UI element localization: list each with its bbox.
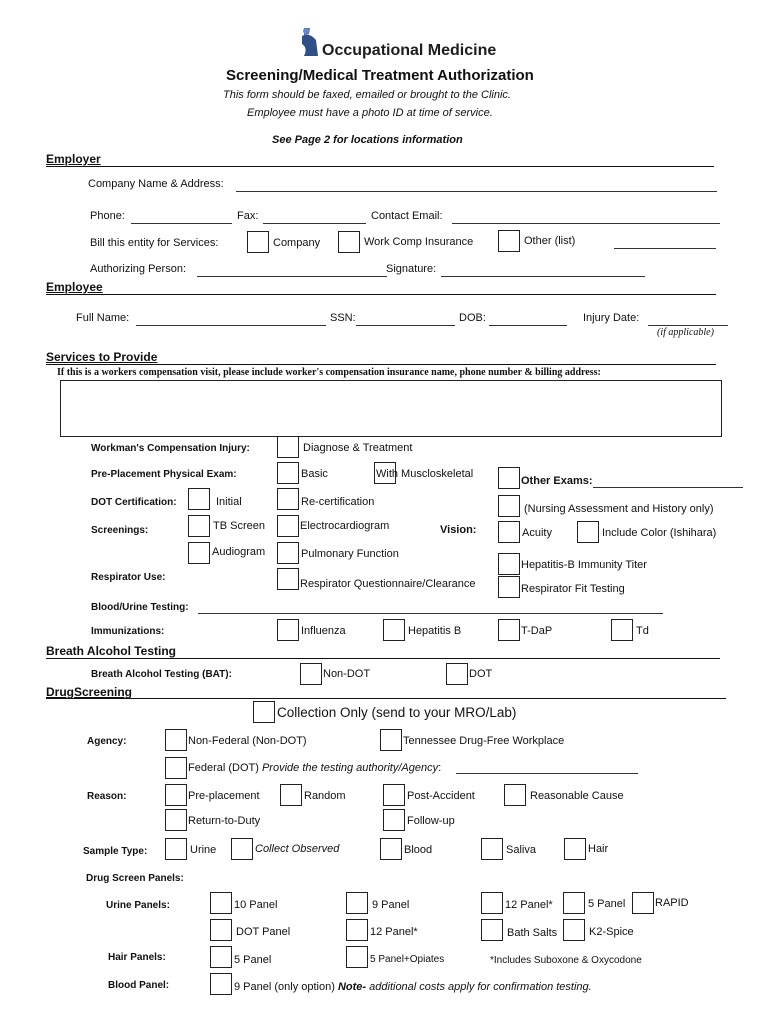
influenza-label: Influenza	[301, 625, 346, 637]
bill-label: Bill this entity for Services:	[90, 237, 219, 249]
ekg-checkbox[interactable]	[277, 515, 299, 537]
p9-label: 9 Panel	[372, 899, 410, 911]
resp-fit-label: Respirator Fit Testing	[521, 583, 625, 595]
pre-placement-reason-label: Pre-placement	[188, 790, 260, 802]
screenings-label: Screenings:	[91, 525, 149, 536]
fax-label: Fax:	[237, 210, 259, 222]
tb-checkbox[interactable]	[188, 515, 210, 537]
p10-checkbox[interactable]	[210, 892, 232, 914]
federal-colon: :	[438, 762, 442, 774]
h5op-label: 5 Panel+Opiates	[370, 954, 445, 965]
urine-panels-label: Urine Panels:	[106, 900, 170, 911]
td-checkbox[interactable]	[611, 619, 633, 641]
bill-wc-checkbox[interactable]	[338, 231, 360, 253]
other-exams-checkbox[interactable]	[498, 467, 520, 489]
p9-checkbox[interactable]	[346, 892, 368, 914]
urine-label: Urine	[190, 844, 217, 856]
bath-salts-checkbox[interactable]	[481, 919, 503, 941]
pulmonary-checkbox[interactable]	[277, 542, 299, 564]
full-name-field[interactable]	[136, 325, 326, 326]
blood-panel-label: Blood Panel:	[108, 980, 170, 991]
tdap-checkbox[interactable]	[498, 619, 520, 641]
td-label: Td	[636, 625, 649, 637]
other-exams-label: Other Exams:	[521, 475, 593, 487]
instructions-line-2: Employee must have a photo ID at time of service.	[247, 107, 493, 119]
email-label: Contact Email:	[371, 210, 443, 222]
locations-note: See Page 2 for locations information	[272, 134, 463, 146]
bat-dot-label: DOT	[469, 668, 493, 680]
influenza-checkbox[interactable]	[277, 619, 299, 641]
dot-initial-label: Initial	[216, 496, 242, 508]
authorizing-label: Authorizing Person:	[90, 263, 186, 275]
phone-field[interactable]	[131, 223, 232, 224]
employee-heading: Employee	[46, 280, 103, 294]
nursing-label: (Nursing Assessment and History only)	[524, 503, 714, 515]
signature-label: Signature:	[386, 263, 437, 275]
dot-cert-label: DOT Certification:	[91, 497, 177, 508]
ssn-label: SSN:	[330, 312, 356, 324]
breath-heading: Breath Alcohol Testing	[46, 644, 177, 658]
company-field[interactable]	[236, 191, 717, 192]
reasonable-cause-label: Reasonable Cause	[530, 790, 624, 802]
random-checkbox[interactable]	[280, 784, 302, 806]
nursing-checkbox[interactable]	[498, 495, 520, 517]
diagnose-label: Diagnose & Treatment	[303, 442, 413, 454]
follow-up-label: Follow-up	[407, 815, 455, 827]
h5-checkbox[interactable]	[210, 946, 232, 968]
federal-checkbox[interactable]	[165, 757, 187, 779]
federal-agency-field[interactable]	[456, 773, 638, 774]
blood-label: Blood	[404, 844, 433, 856]
post-accident-label: Post-Accident	[407, 790, 475, 802]
immunizations-label: Immunizations:	[91, 626, 165, 637]
brand-name: Occupational Medicine	[322, 42, 497, 59]
acuity-checkbox[interactable]	[498, 521, 520, 543]
bill-other-field[interactable]	[614, 248, 716, 249]
post-accident-checkbox[interactable]	[383, 784, 405, 806]
random-label: Random	[304, 790, 346, 802]
respirator-label: Respirator Use:	[91, 572, 166, 583]
bath-salts-label: Bath Salts	[507, 927, 558, 939]
authorizing-field[interactable]	[197, 276, 387, 277]
hair-panels-label: Hair Panels:	[108, 952, 166, 963]
bat-label: Breath Alcohol Testing (BAT):	[91, 669, 232, 680]
collect-observed-label: Collect Observed	[255, 843, 340, 855]
b9-text: 9 Panel (only option)	[234, 981, 335, 993]
ekg-label: Electrocardiogram	[300, 520, 390, 532]
p12-label: 12 Panel*	[505, 899, 553, 911]
acuity-label: Acuity	[522, 527, 552, 539]
color-checkbox[interactable]	[577, 521, 599, 543]
audiogram-label: Audiogram	[212, 546, 266, 558]
employer-heading: Employer	[46, 152, 101, 166]
b9-checkbox[interactable]	[210, 973, 232, 995]
tennessee-label: Tennessee Drug-Free Workplace	[403, 735, 565, 747]
if-applicable-note: (if applicable)	[657, 327, 714, 338]
dot-panel-label: DOT Panel	[236, 926, 291, 938]
hepb-titer-checkbox[interactable]	[498, 553, 520, 575]
audiogram-checkbox[interactable]	[188, 542, 210, 564]
return-duty-checkbox[interactable]	[165, 809, 187, 831]
bat-non-dot-label: Non-DOT	[323, 668, 371, 680]
basic-label: Basic	[301, 468, 328, 480]
rapid-label: RAPID	[655, 897, 689, 909]
bat-dot-checkbox[interactable]	[446, 663, 468, 685]
full-name-label: Full Name:	[76, 312, 130, 324]
follow-up-checkbox[interactable]	[383, 809, 405, 831]
bill-company-label: Company	[273, 237, 321, 249]
recert-label: Re-certification	[301, 496, 375, 508]
tdap-label: T-DaP	[521, 625, 553, 637]
sample-type-label: Sample Type:	[83, 846, 148, 857]
tennessee-checkbox[interactable]	[380, 729, 402, 751]
recert-checkbox[interactable]	[277, 488, 299, 510]
p5-label: 5 Panel	[588, 898, 626, 910]
wc-note: If this is a workers compensation visit, please include worker's compensation insurance name, phone number & billing address:	[57, 367, 601, 378]
note-text: additional costs apply for confirmation testing.	[369, 981, 592, 993]
resp-q-label: Respirator Questionnaire/Clearance	[300, 578, 476, 590]
non-federal-checkbox[interactable]	[165, 729, 187, 751]
other-exams-field[interactable]	[593, 487, 743, 488]
pre-placement-checkbox[interactable]	[165, 784, 187, 806]
blood-urine-label: Blood/Urine Testing:	[91, 602, 189, 613]
h5-label: 5 Panel	[234, 954, 272, 966]
dot-initial-checkbox[interactable]	[188, 488, 210, 510]
b9-label	[234, 981, 592, 993]
ssn-field[interactable]	[356, 325, 455, 326]
fax-field[interactable]	[263, 223, 366, 224]
drug-heading: DrugScreening	[46, 685, 133, 699]
injury-date-label: Injury Date:	[583, 312, 640, 324]
dob-label: DOB:	[459, 312, 486, 324]
page-title: Screening/Medical Treatment Authorization	[226, 67, 534, 84]
reason-label: Reason:	[87, 791, 127, 802]
saliva-label: Saliva	[506, 844, 536, 856]
resp-q-checkbox[interactable]	[277, 568, 299, 590]
collect-observed-checkbox[interactable]	[231, 838, 253, 860]
signature-field[interactable]	[441, 276, 645, 277]
p12b-label: 12 Panel*	[370, 926, 418, 938]
vision-label: Vision:	[440, 524, 477, 536]
hepatitis-b-label: Hepatitis B	[408, 625, 462, 637]
k2-checkbox[interactable]	[563, 919, 585, 941]
h5op-checkbox[interactable]	[346, 946, 368, 968]
note-label: Note-	[337, 981, 367, 993]
p5-checkbox[interactable]	[563, 892, 585, 914]
pre-placement-label: Pre-Placement Physical Exam:	[91, 469, 237, 480]
drug-panels-label: Drug Screen Panels:	[86, 873, 184, 884]
k2-label: K2-Spice	[589, 926, 634, 938]
wc-info-box[interactable]	[60, 380, 722, 437]
instructions-line-1: This form should be faxed, emailed or brought to the Clinic.	[223, 89, 511, 101]
tb-label: TB Screen	[213, 520, 265, 532]
bill-other-checkbox[interactable]	[498, 230, 520, 252]
dot-panel-checkbox[interactable]	[210, 919, 232, 941]
p12b-checkbox[interactable]	[346, 919, 368, 941]
bill-company-checkbox[interactable]	[247, 231, 269, 253]
federal-label	[188, 762, 441, 774]
non-federal-label: Non-Federal (Non-DOT)	[188, 735, 307, 747]
bill-wc-label: Work Comp Insurance	[364, 236, 474, 248]
collection-only-label: Collection Only (send to your MRO/Lab)	[277, 705, 517, 720]
resp-fit-checkbox[interactable]	[498, 576, 520, 598]
wc-injury-label: Workman's Compensation Injury:	[91, 443, 250, 454]
reasonable-cause-checkbox[interactable]	[504, 784, 526, 806]
federal-note: Provide the testing authority/Agency	[261, 762, 439, 774]
collection-only-checkbox[interactable]	[253, 701, 275, 723]
basic-checkbox[interactable]	[277, 462, 299, 484]
logo-icon	[298, 26, 320, 60]
injury-date-field[interactable]	[648, 325, 728, 326]
company-label: Company Name & Address:	[88, 178, 224, 190]
blood-checkbox[interactable]	[380, 838, 402, 860]
urine-checkbox[interactable]	[165, 838, 187, 860]
email-field[interactable]	[452, 223, 720, 224]
p12-checkbox[interactable]	[481, 892, 503, 914]
bat-non-dot-checkbox[interactable]	[300, 663, 322, 685]
p10-label: 10 Panel	[234, 899, 278, 911]
blood-urine-field[interactable]	[198, 613, 663, 614]
agency-label: Agency:	[87, 736, 127, 747]
saliva-checkbox[interactable]	[481, 838, 503, 860]
pulmonary-label: Pulmonary Function	[301, 548, 399, 560]
federal-text: Federal (DOT)	[188, 762, 259, 774]
diagnose-checkbox[interactable]	[277, 436, 299, 458]
services-heading: Services to Provide	[46, 350, 158, 364]
return-duty-label: Return-to-Duty	[188, 815, 261, 827]
dob-field[interactable]	[489, 325, 567, 326]
hair-label: Hair	[588, 843, 609, 855]
rapid-checkbox[interactable]	[632, 892, 654, 914]
bill-other-label: Other (list)	[524, 235, 576, 247]
phone-label: Phone:	[90, 210, 125, 222]
color-label: Include Color (Ishihara)	[602, 527, 717, 539]
hepb-titer-label: Hepatitis-B Immunity Titer	[521, 559, 647, 571]
hepatitis-b-checkbox[interactable]	[383, 619, 405, 641]
hair-checkbox[interactable]	[564, 838, 586, 860]
musculo-label: With Muscloskeletal	[376, 468, 474, 480]
includes-note: *Includes Suboxone & Oxycodone	[490, 955, 642, 966]
